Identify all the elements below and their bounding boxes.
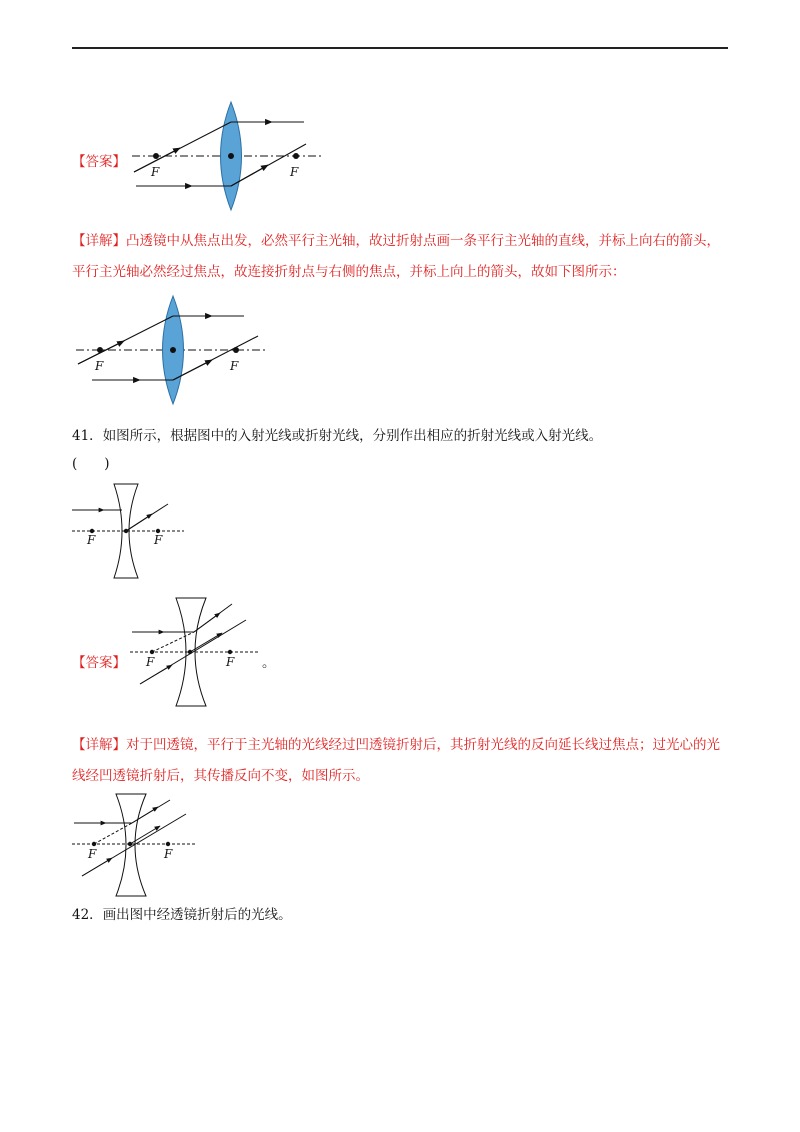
q40-detail — [72, 226, 732, 288]
detail-tag: 【详解】 — [72, 233, 126, 249]
convex-lens-detail-diagram — [72, 292, 272, 408]
concave-lens-detail-diagram — [70, 792, 200, 898]
concave-lens-answer-diagram — [128, 596, 264, 708]
q42-number: 42． — [72, 907, 103, 923]
header-rule — [72, 47, 728, 49]
q41-number: 41． — [72, 428, 103, 444]
focus-label: F — [87, 533, 96, 547]
q42-question — [72, 900, 732, 931]
answer-tag: 【答案】 — [72, 154, 126, 170]
q41-detail-text: 对于凹透镜，平行于主光轴的光线经过凹透镜折射后，其折射光线的反向延长线过焦点；过光心的光线经凹透镜折射后，其传播反向不变，如图所示。 — [72, 737, 720, 784]
focus-label: F — [95, 359, 104, 373]
left-focus-point — [153, 153, 159, 159]
right-focus-point — [293, 153, 299, 159]
focus-label: F — [154, 533, 163, 547]
answer-tag: 【答案】 — [72, 655, 126, 671]
left-focus-point — [97, 347, 103, 353]
q41-blank: ( ) — [72, 456, 110, 472]
optical-center — [170, 347, 176, 353]
optical-center — [228, 153, 234, 159]
answer-suffix: 。 — [262, 655, 276, 671]
focus-label: F — [146, 655, 155, 669]
right-focus-point — [233, 347, 239, 353]
focus-label: F — [230, 359, 239, 373]
focus-label: F — [164, 847, 173, 861]
focus-label: F — [88, 847, 97, 861]
convex-lens-answer-diagram — [128, 98, 328, 214]
focus-label: F — [151, 165, 160, 179]
focus-label: F — [226, 655, 235, 669]
q41-detail — [72, 730, 732, 792]
q42-text: 画出图中经透镜折射后的光线。 — [102, 907, 292, 923]
detail-tag: 【详解】 — [72, 737, 126, 753]
q41-text: 如图所示，根据图中的入射光线或折射光线，分别作出相应的折射光线或入射光线。 — [102, 428, 603, 444]
concave-lens-question-diagram — [70, 482, 190, 580]
focus-label: F — [290, 165, 299, 179]
q40-detail-text: 凸透镜中从焦点出发，必然平行主光轴，故过折射点画一条平行主光轴的直线，并标上向右的箭头，平行主光轴必然经过焦点，故连接折射点与右侧的焦点，并标上向上的箭头，故如下图所示： — [72, 233, 720, 280]
q41-question — [72, 421, 732, 452]
